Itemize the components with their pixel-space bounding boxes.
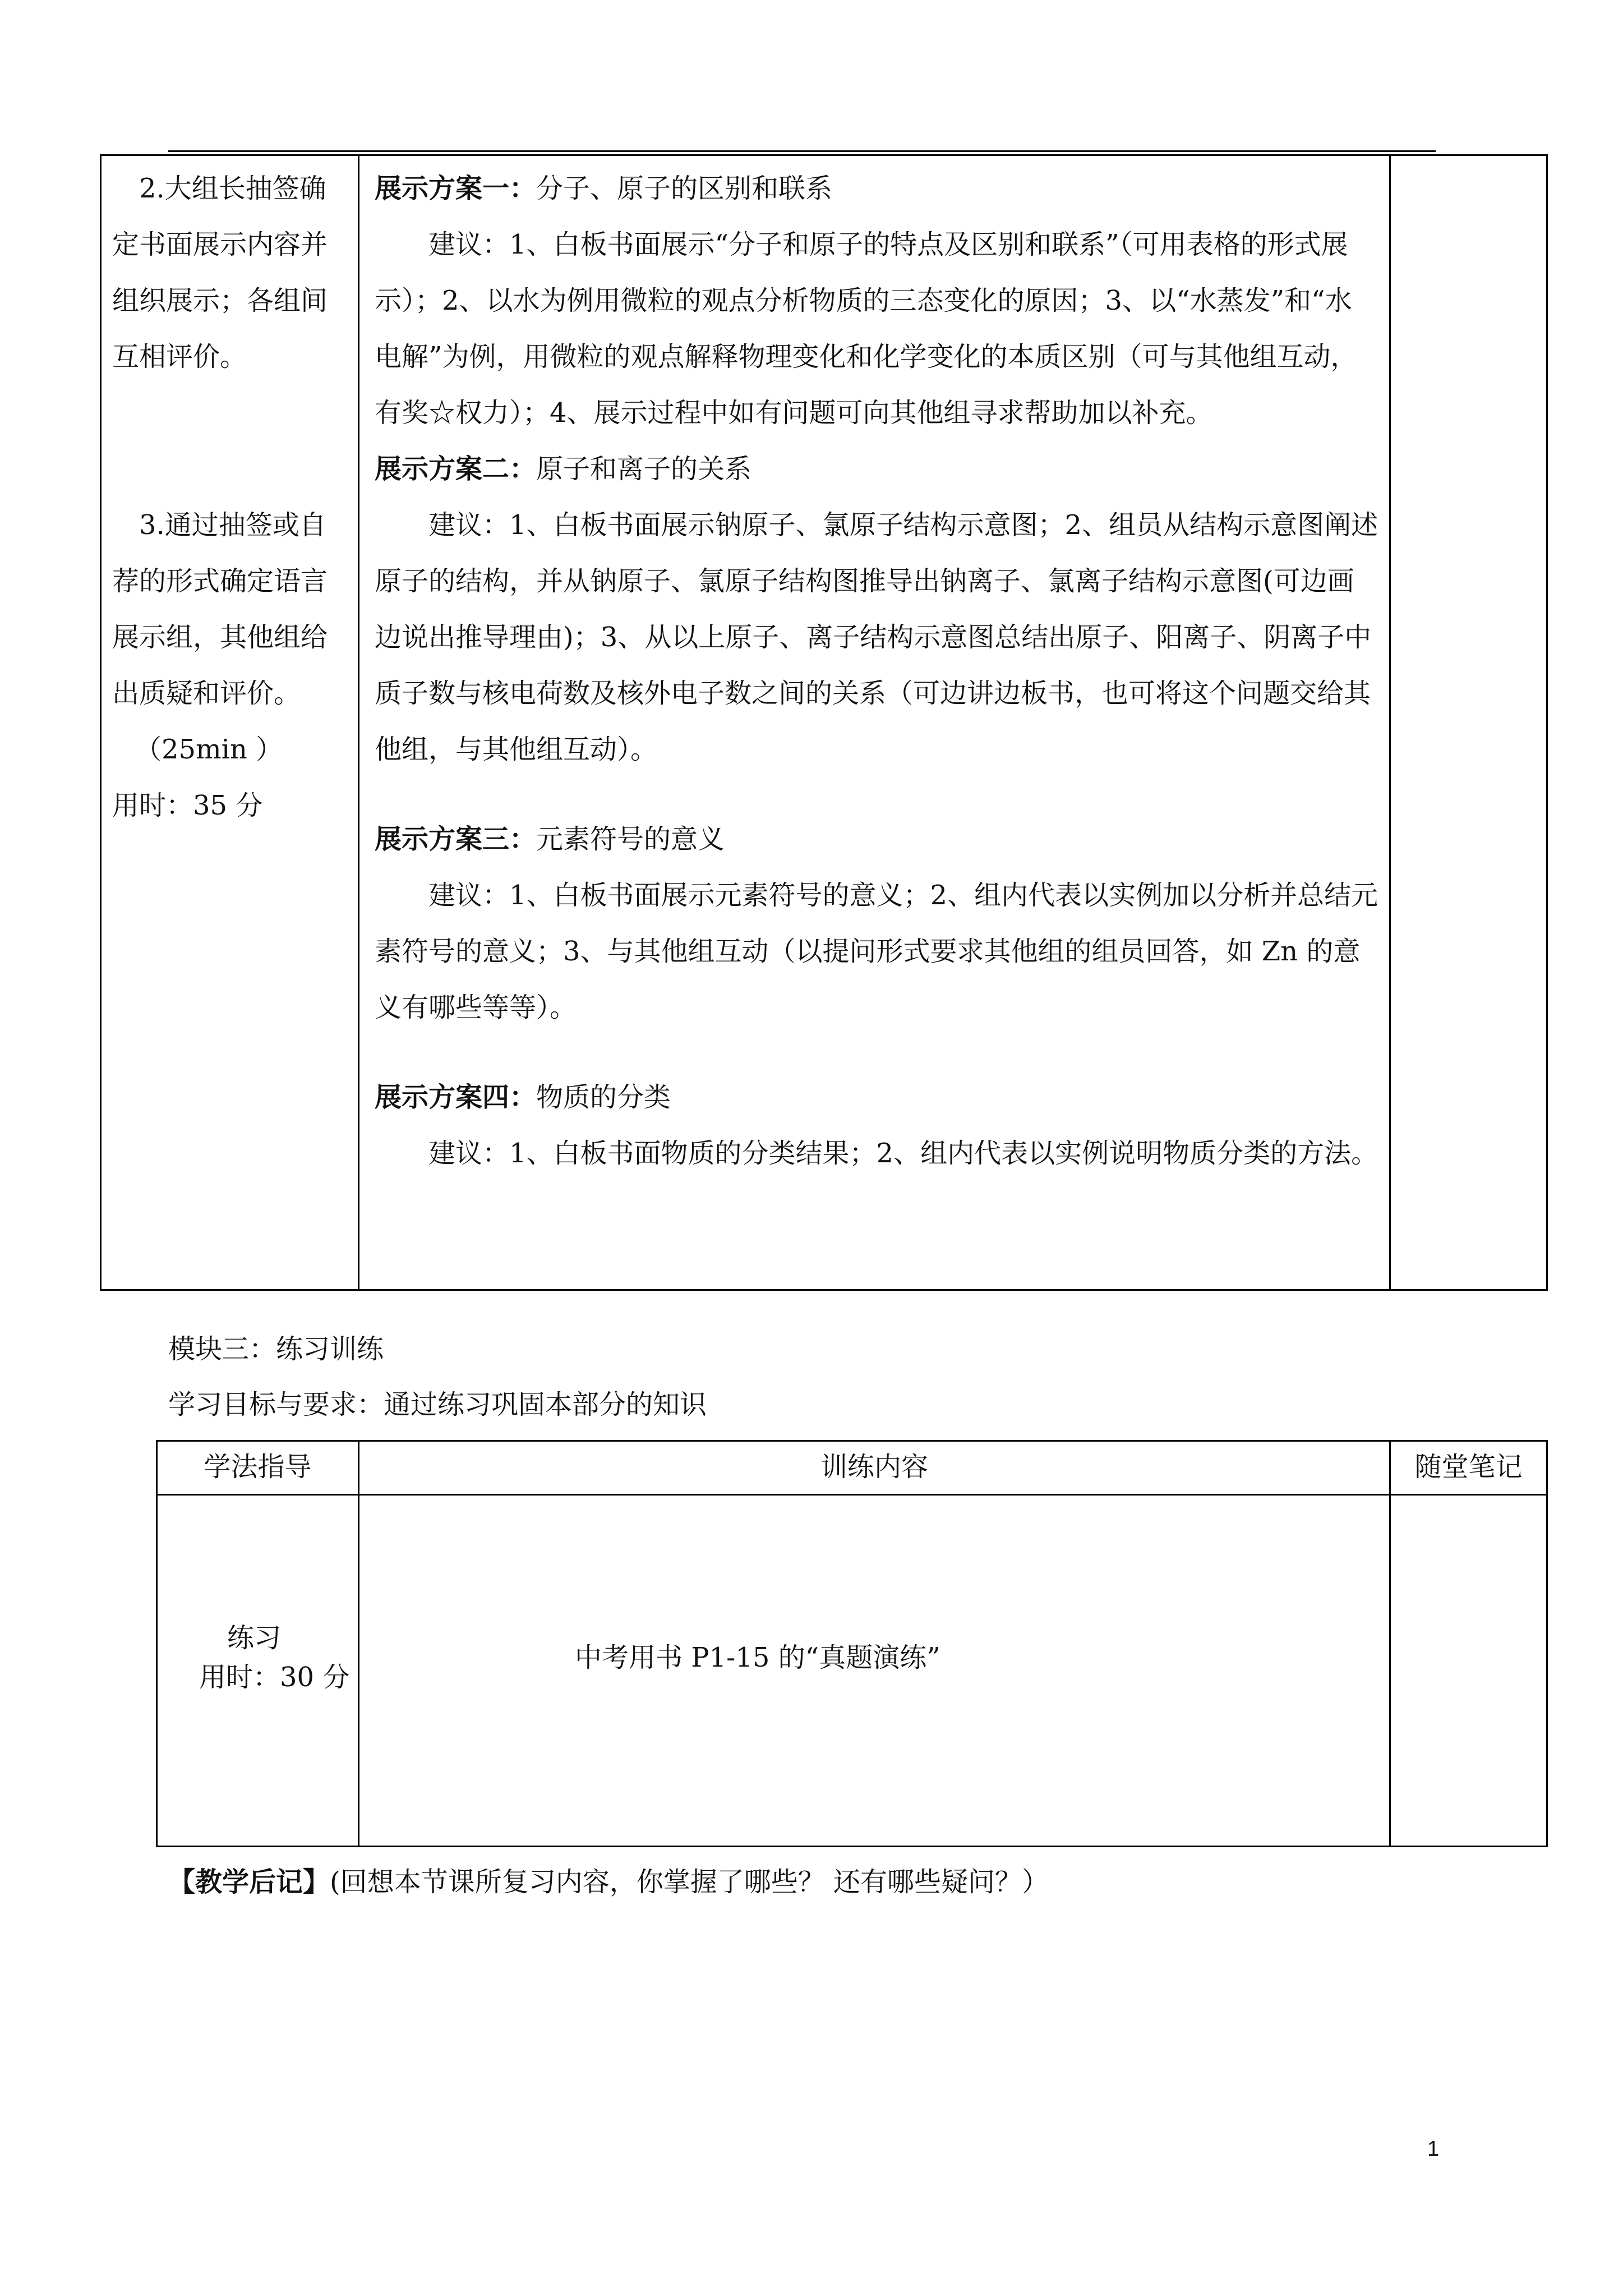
- plan-4-title: 展示方案四：: [375, 1082, 537, 1113]
- plan-3-topic: 元素符号的意义: [536, 823, 725, 855]
- plan-4-topic: 物质的分类: [536, 1082, 671, 1113]
- table2-right-border: [1546, 1440, 1548, 1847]
- module3-goal: 学习目标与要求：通过练习巩固本部分的知识: [168, 1389, 707, 1420]
- plan-4: [375, 1069, 1378, 1181]
- guidance-duration: （25min ）: [135, 734, 283, 765]
- table2-divider-1: [358, 1440, 359, 1847]
- table2-header-divider: [156, 1494, 1548, 1496]
- plan-2-topic: 原子和离子的关系: [536, 453, 752, 485]
- guidance-time-used: 用时：35 分: [112, 790, 263, 821]
- practice-time: 用时：30 分: [199, 1662, 350, 1693]
- table1-top-border: [100, 154, 1548, 156]
- plan-2-suggestion: 建议：1、白板书面展示钠原子、氯原子结构示意图；2、组员从结构示意图阐述原子的结构，并从钠原子、氯原子结构图推导出钠离子、氯离子结构示意图(可边画边说出推导理由)；3、从以上原子、离子结构示意图总结出原子、阳离子、阴离子中质子数与核电荷数及核外电子数之间的关系（可边讲边板书，也可将这个问题交给其他组，与其他组互动）。: [375, 509, 1378, 765]
- table2-left-border: [156, 1440, 158, 1847]
- postscript-text: (回想本节课所复习内容，你掌握了哪些？ 还有哪些疑问？）: [330, 1866, 1049, 1898]
- guidance-item-3: 3.通过抽签或自荐的形式确定语言展示组，其他组给出质疑和评价。: [112, 509, 328, 709]
- plan-1-topic: 分子、原子的区别和联系: [536, 173, 833, 204]
- table1-divider-1: [358, 154, 359, 1291]
- practice-content: 中考用书 P1-15 的“真题演练”: [575, 1642, 940, 1673]
- table1-bottom-border: [100, 1289, 1548, 1291]
- table2-header-method: 学法指导: [204, 1451, 312, 1483]
- plan-3-title: 展示方案三：: [375, 823, 537, 855]
- page-number: 1: [1427, 2137, 1440, 2161]
- table2-bottom-border: [156, 1846, 1548, 1847]
- top-rule-line: [168, 150, 1436, 152]
- table1-notes-column: [1391, 156, 1546, 1289]
- plan-4-suggestion: 建议：1、白板书面物质的分类结果；2、组内代表以实例说明物质分类的方法。: [428, 1138, 1378, 1169]
- guidance-column: [112, 160, 348, 834]
- plan-2-title: 展示方案二：: [375, 453, 537, 485]
- plan-1-suggestion: 建议：1、白板书面展示“分子和原子的特点及区别和联系”（可用表格的形式展示）；2、以水为例用微粒的观点分析物质的三态变化的原因；3、以“水蒸发”和“水电解”为例，用微粒的观点解释物理变化和化学变化的本质区别（可与其他组互动，有奖☆权力）；4、展示过程中如有问题可向其他组寻求帮助加以补充。: [375, 229, 1358, 429]
- plan-1-title: 展示方案一：: [375, 173, 537, 204]
- table2-header-notes: 随堂笔记: [1414, 1451, 1523, 1483]
- postscript-label: 【教学后记】: [168, 1866, 330, 1898]
- plan-1: [375, 160, 1378, 441]
- table1-right-border: [1546, 154, 1548, 1291]
- postscript: [168, 1854, 1049, 1910]
- module3-heading: 模块三：练习训练: [168, 1333, 384, 1365]
- plan-3-suggestion: 建议：1、白板书面展示元素符号的意义；2、组内代表以实例加以分析并总结元素符号的意义；3、与其他组互动（以提问形式要求其他组的组员回答，如 Zn 的意义有哪些等等）。: [375, 880, 1378, 1023]
- plans-column: [375, 160, 1378, 1181]
- practice-label: 练习: [227, 1622, 282, 1654]
- plan-2: [375, 441, 1378, 777]
- table1-left-border: [100, 154, 102, 1291]
- table2-header-content: 训练内容: [820, 1451, 928, 1483]
- table2-divider-2: [1389, 1440, 1391, 1847]
- plan-3: [375, 811, 1378, 1036]
- guidance-item-2: 2.大组长抽签确定书面展示内容并组织展示；各组间互相评价。: [112, 173, 328, 372]
